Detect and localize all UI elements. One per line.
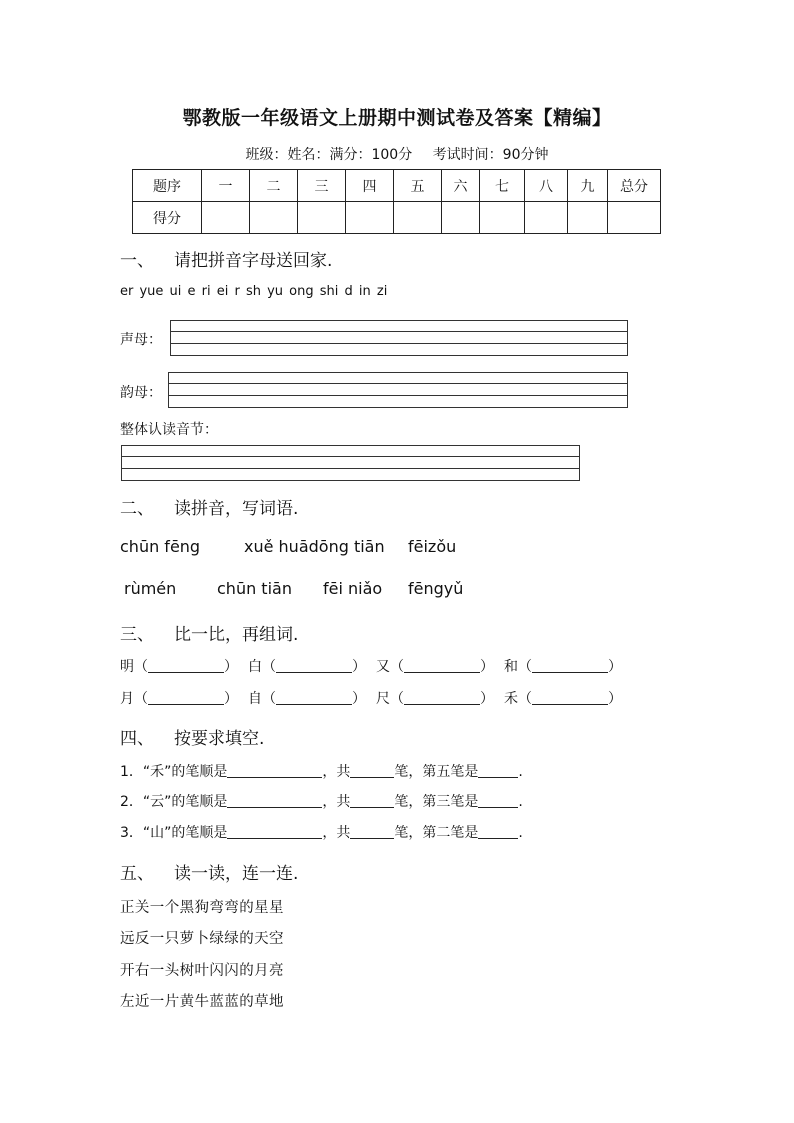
pinyin-word: chūn tiān [217,579,292,598]
header-cell-total: 总分 [608,170,661,202]
score-cell[interactable] [202,202,250,234]
compare-item: 白（ ） [248,659,366,675]
yunmu-writing-lines[interactable] [168,372,628,408]
header-cell: 五 [394,170,442,202]
page-title: 鄂教版一年级语文上册期中测试卷及答案【精编】 [182,107,612,129]
stroke-order-blank[interactable] [227,763,322,778]
header-cell: 八 [525,170,568,202]
class-name-score-info: 班级：姓名：满分：100分 [245,147,413,163]
section-title: 按要求填空. [174,729,265,749]
score-cell[interactable] [394,202,442,234]
section-3-heading [120,620,298,645]
score-cell[interactable] [525,202,568,234]
compare-item: 自（ ） [248,691,366,707]
compare-row-2 [120,688,632,708]
word-blank[interactable] [404,690,480,705]
section-number: 一、 [120,251,154,271]
compare-item: 尺（ ） [376,691,494,707]
section-4-heading [120,724,264,749]
compare-item: 月（ ） [120,691,238,707]
shengmu-label: 声母： [120,332,162,348]
stroke-order-blank[interactable] [227,824,322,839]
stroke-question-3: 3．“山”的笔顺是 ，共 笔，第二笔是 . [120,825,523,841]
match-line: 开右一头树叶闪闪的月亮 [120,963,284,979]
stroke-nth-blank[interactable] [478,763,518,778]
stroke-nth-blank[interactable] [478,793,518,808]
section-number: 三、 [120,625,154,645]
score-cell[interactable] [442,202,480,234]
pinyin-word: fēi niǎo [323,579,383,598]
section-number: 二、 [120,499,154,519]
section-title: 读一读，连一连. [174,864,299,884]
stroke-count-blank[interactable] [350,824,394,839]
header-cell: 二 [250,170,298,202]
compare-item: 又（ ） [376,659,494,675]
zhengti-writing-lines[interactable] [121,445,580,481]
pinyin-word: chūn fēng [120,537,201,556]
header-cell: 九 [568,170,608,202]
word-blank[interactable] [276,658,352,673]
yunmu-label: 韵母： [120,385,162,401]
section-2-heading [120,494,298,519]
match-line: 正关一个黑狗弯弯的星星 [120,900,284,916]
stroke-order-blank[interactable] [227,793,322,808]
section-number: 五、 [120,864,154,884]
score-cell[interactable] [250,202,298,234]
header-cell: 一 [202,170,250,202]
header-label-cell: 题序 [133,170,202,202]
pinyin-letters: er yue ui e ri ei r sh yu ong shi d in zi [120,284,388,299]
score-cell[interactable] [568,202,608,234]
stroke-count-blank[interactable] [350,793,394,808]
exam-info [0,144,794,164]
header-cell: 七 [480,170,525,202]
score-cell[interactable] [608,202,661,234]
match-line: 左近一片黄牛蓝蓝的草地 [120,994,284,1010]
section-title: 读拼音，写词语. [174,499,299,519]
score-cell[interactable] [298,202,346,234]
stroke-question-2: 2．“云”的笔顺是 ，共 笔，第三笔是 . [120,794,523,810]
score-table-score-row [133,202,661,234]
word-blank[interactable] [148,658,224,673]
word-blank[interactable] [404,658,480,673]
header-cell: 三 [298,170,346,202]
section-title: 比一比，再组词. [174,625,299,645]
match-line: 远反一只萝卜绿绿的天空 [120,931,284,947]
exam-time-info: 考试时间：90分钟 [432,147,549,163]
zhengti-label: 整体认读音节： [120,422,218,438]
score-table [132,169,661,234]
compare-item: 和（ ） [504,659,622,675]
stroke-nth-blank[interactable] [478,824,518,839]
word-blank[interactable] [276,690,352,705]
word-blank[interactable] [532,658,608,673]
word-blank[interactable] [532,690,608,705]
compare-item: 明（ ） [120,659,238,675]
pinyin-word: fēngyǔ [408,579,464,598]
stroke-count-blank[interactable] [350,763,394,778]
pinyin-word: xuě huādōng tiān [244,537,385,556]
stroke-question-1: 1．“禾”的笔顺是 ，共 笔，第五笔是 . [120,764,523,780]
section-1-heading [120,246,332,271]
section-number: 四、 [120,729,154,749]
section-5-heading [120,859,298,884]
header-cell: 六 [442,170,480,202]
pinyin-word: fēizǒu [408,537,457,556]
section-title: 请把拼音字母送回家. [174,251,333,271]
header-cell: 四 [346,170,394,202]
score-table-header-row [133,170,661,202]
shengmu-writing-lines[interactable] [170,320,628,356]
score-cell[interactable] [480,202,525,234]
compare-row-1 [120,656,632,676]
word-blank[interactable] [148,690,224,705]
pinyin-word: rùmén [124,579,177,598]
score-label-cell: 得分 [133,202,202,234]
compare-item: 禾（ ） [504,691,622,707]
score-cell[interactable] [346,202,394,234]
